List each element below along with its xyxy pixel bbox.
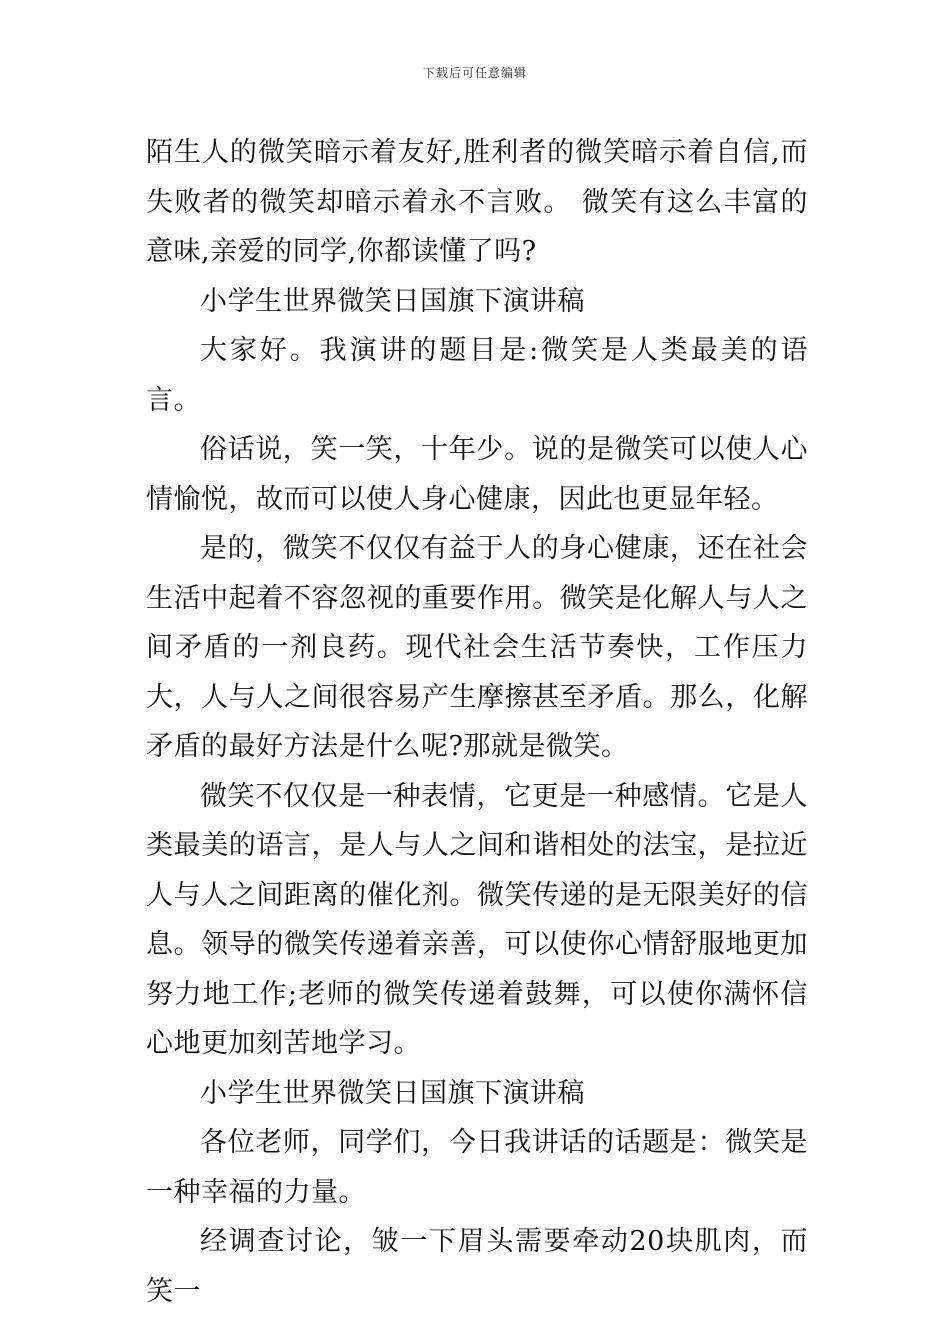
speech-title-1: 小学生世界微笑日国旗下演讲稿 (200, 285, 585, 317)
paragraph-4: 是的，微笑不仅仅有益于人的身心健康，还在社会生活中起着不容忽视的重要作用。微笑是化解人与人之间矛盾的一剂良药。现代社会生活节奏快，工作压力大，人与人之间很容易产生摩擦甚至矛盾。那么，化解矛盾的最好方法是什么呢?那就是微笑。 (146, 533, 808, 762)
header-note: 下载后可任意编辑 (422, 66, 527, 80)
paragraph-6: 各位老师，同学们，今日我讲话的话题是：微笑是一种幸福的力量。 (146, 1127, 808, 1208)
document-body (146, 128, 808, 1316)
paragraph-5: 微笑不仅仅是一种表情，它更是一种感情。它是人类最美的语言，是人与人之间和谐相处的法宝，是拉近人与人之间距离的催化剂。微笑传递的是无限美好的信息。领导的微笑传递着亲善，可以使你心情舒服地更加努力地工作;老师的微笑传递着鼓舞，可以使你满怀信心地更加刻苦地学习。 (146, 780, 808, 1059)
paragraph-3: 俗话说，笑一笑，十年少。说的是微笑可以使人心情愉悦，故而可以使人身心健康，因此也更显年轻。 (146, 434, 808, 515)
paragraph-1: 陌生人的微笑暗示着友好,胜利者的微笑暗示着自信,而失败者的微笑却暗示着永不言败。 微笑有这么丰富的意味,亲爱的同学,你都读懂了吗? (146, 137, 808, 267)
paragraph-2: 大家好。我演讲的题目是:微笑是人类最美的语言。 (146, 335, 808, 416)
paragraph-7: 经调查讨论，皱一下眉头需要牵动20块肌肉，而笑一 (146, 1226, 808, 1307)
speech-title-2: 小学生世界微笑日国旗下演讲稿 (200, 1077, 585, 1109)
